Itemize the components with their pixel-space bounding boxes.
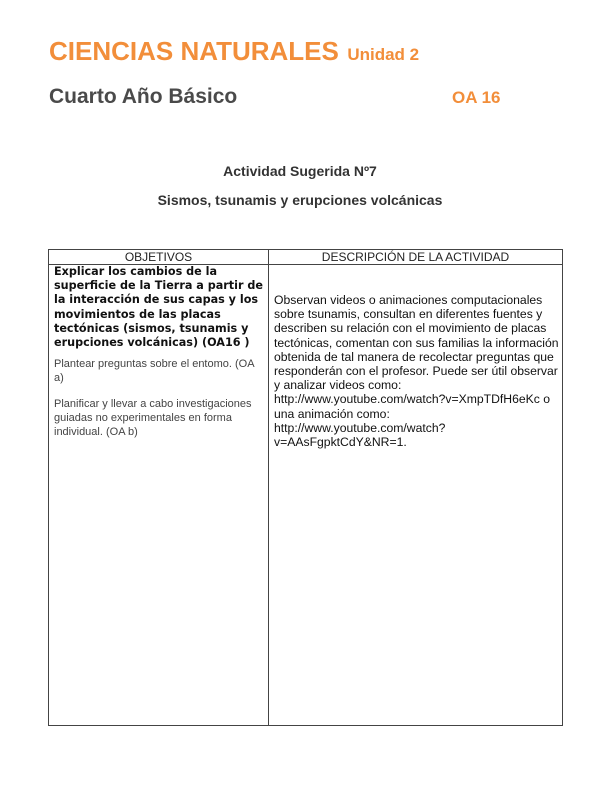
activity-table — [48, 249, 563, 726]
unit-label: Unidad 2 — [347, 45, 420, 64]
activity-subtitle: Sismos, tsunamis y erupciones volcánicas — [157, 192, 443, 208]
header-objetivos: OBJETIVOS — [124, 250, 193, 264]
column-divider — [268, 250, 269, 725]
objective-item: Planificar y llevar a cabo investigaciones guiadas no experimentales en forma individual. (OA b) — [54, 398, 252, 438]
header-descripcion: DESCRIPCIÓN DE LA ACTIVIDAD — [321, 250, 510, 264]
subject-title: CIENCIAS NATURALES — [49, 36, 339, 66]
activity-description: Observan videos o animaciones computacionales sobre tsunamis, consultan en diferentes fuentes y describen su relación con el movimiento de placas tectónicas, comentan con sus familias la información obtenida de tal manera de recolectar preguntas que responderán con el profesor. Puede ser útil observar y analizar videos como: http://www.youtube.com/watch?v=XmpTDfH6eKc o una animación como: http://www.youtube.com/watch? v=AAsFgpktCdY&NR=1. — [274, 293, 559, 450]
activity-title: Actividad Sugerida Nº7 — [223, 163, 377, 179]
oa-label: OA 16 — [452, 88, 501, 107]
document-title — [49, 36, 419, 67]
grade-label: Cuarto Año Básico — [49, 85, 238, 108]
objective-item: Plantear preguntas sobre el entomo. (OA a) — [54, 358, 254, 384]
main-objective: Explicar los cambios de la superficie de la Tierra a partir de la interacción de sus capas y los movimientos de las placas tectónicas (sismos, tsunamis y erupciones volcánicas) (OA16 ) — [54, 265, 263, 350]
